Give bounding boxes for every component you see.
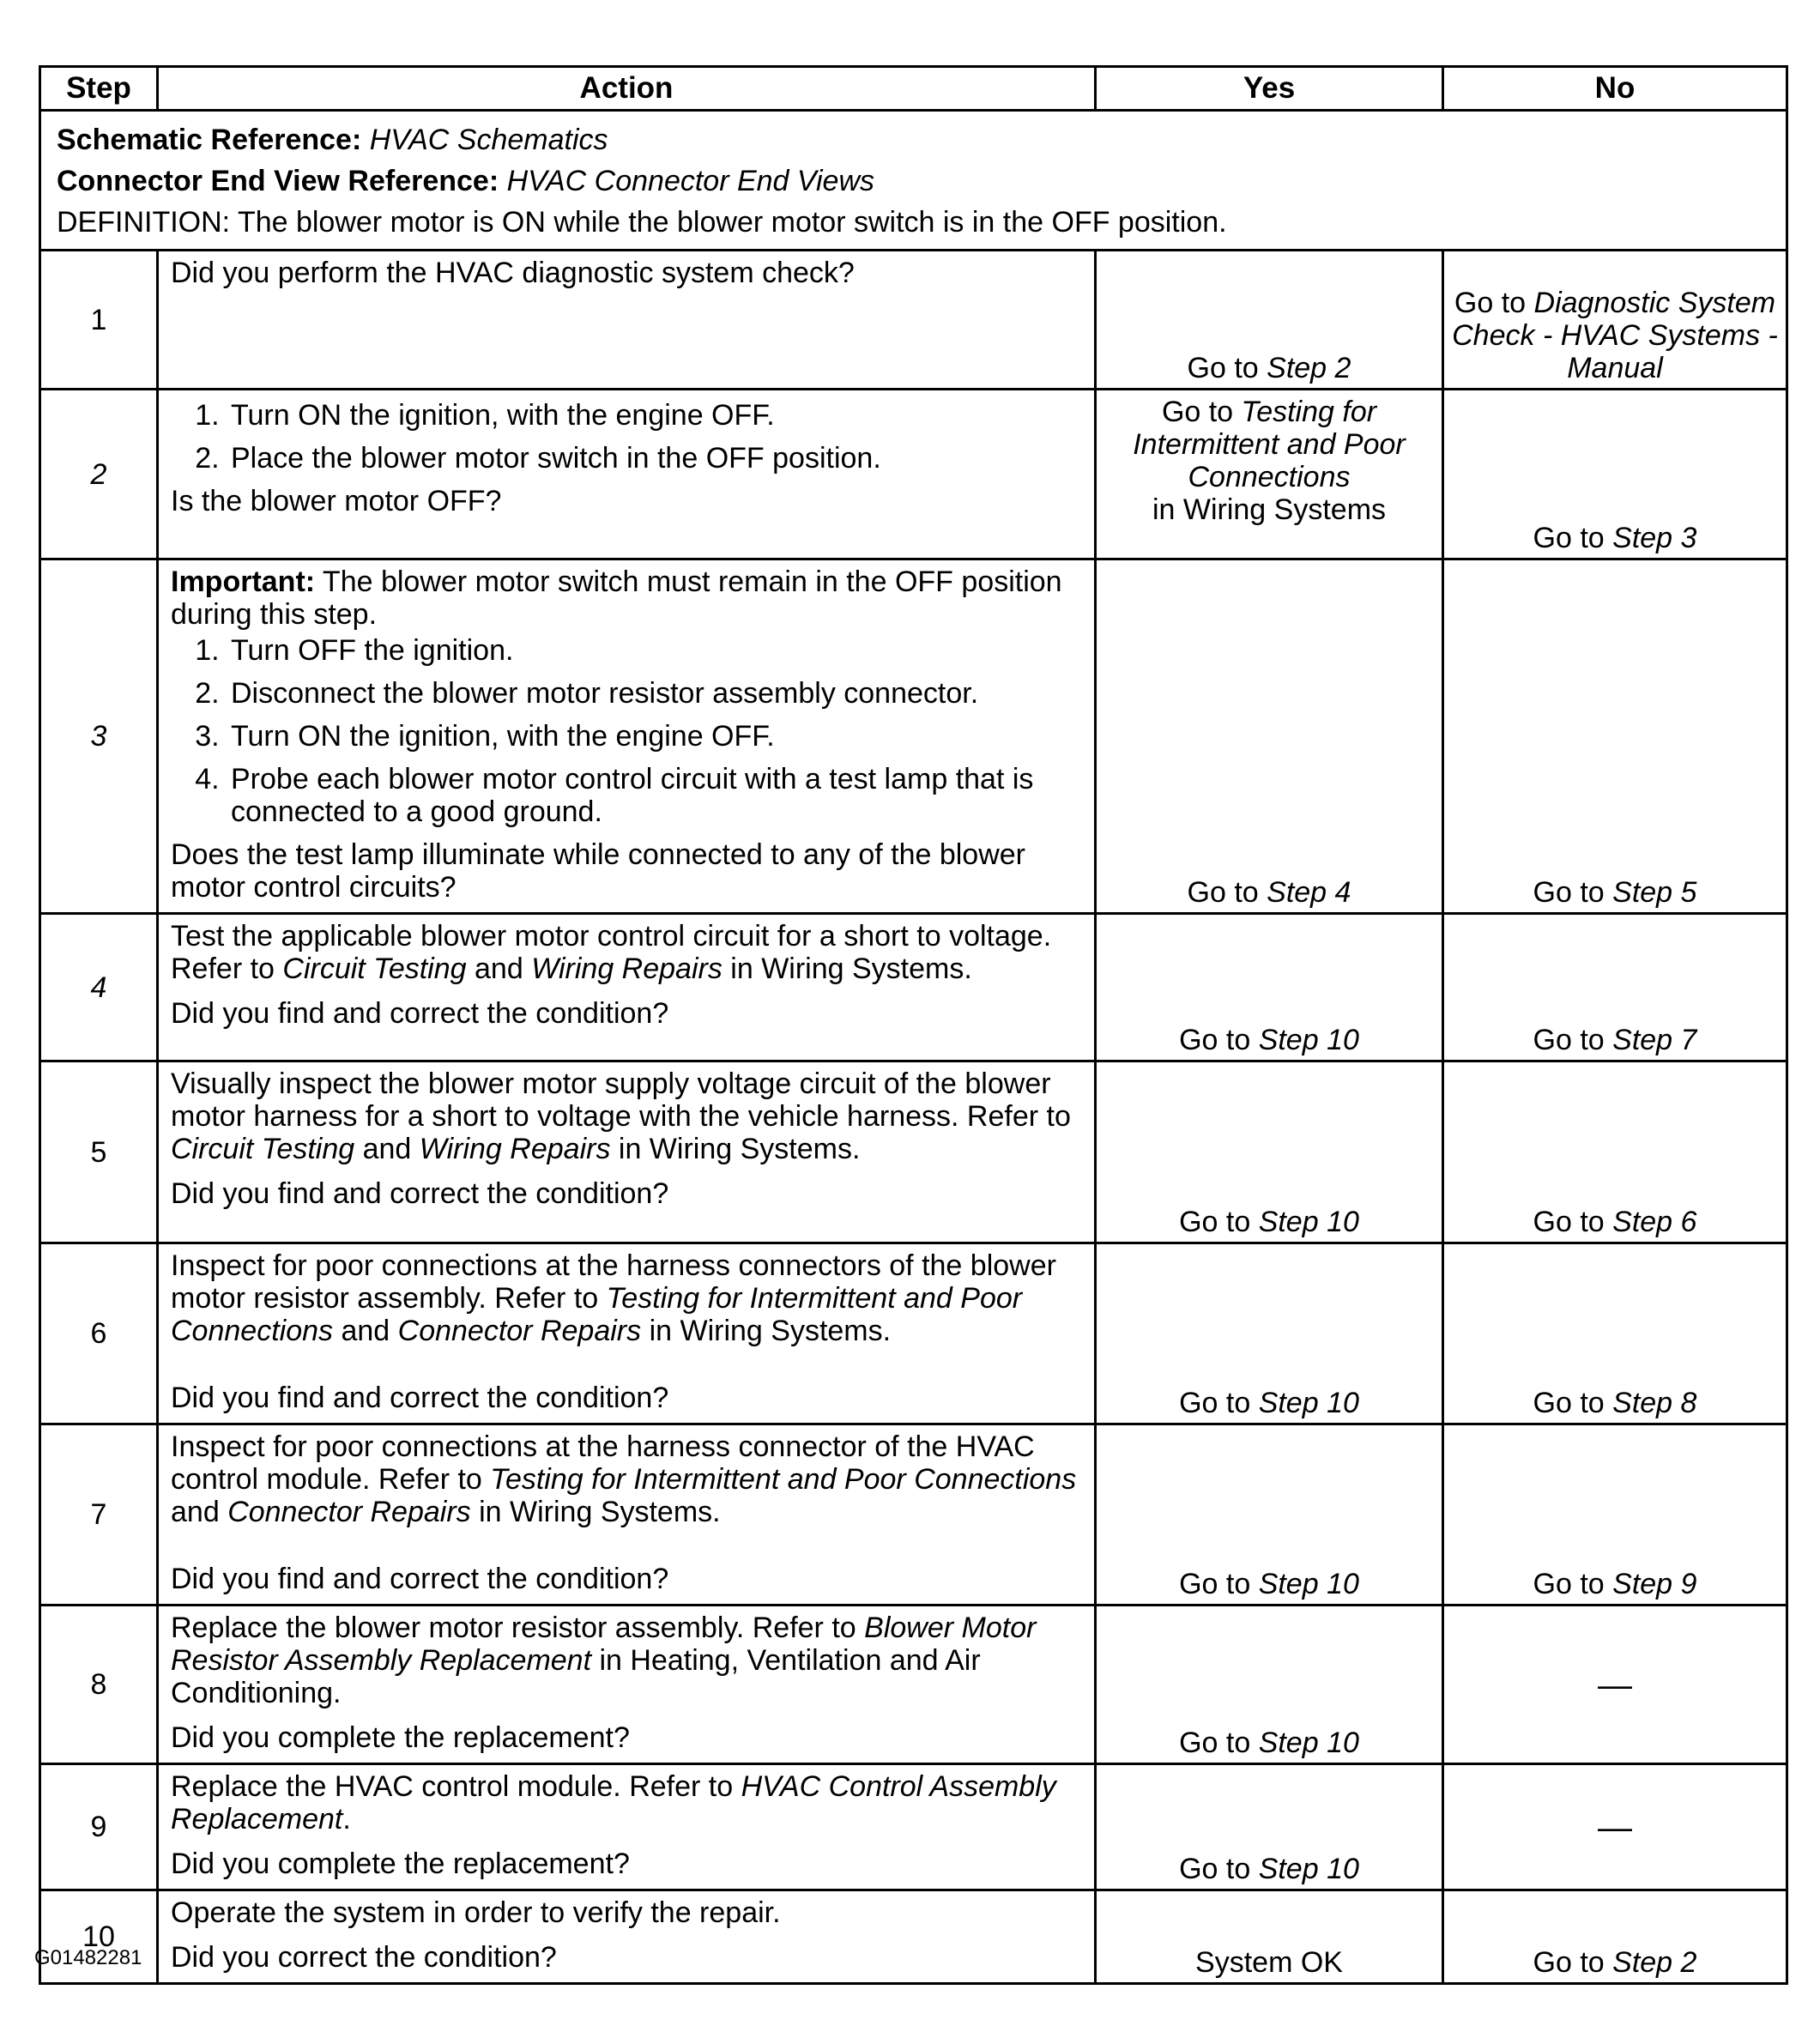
- blower-resistor-replacement-link[interactable]: Blower Motor Resistor Assembly Replacement: [171, 1612, 1037, 1677]
- connector-repairs-link[interactable]: Connector Repairs: [397, 1315, 642, 1347]
- action-cell: [158, 1764, 1096, 1890]
- connector-reference-link[interactable]: HVAC Connector End Views: [506, 165, 874, 197]
- action-text: Inspect for poor connections at the harness connector of the HVAC control module. Refer to Testing for Intermittent and Poor Connections and Connector Repairs in Wiring Systems.: [171, 1430, 1077, 1528]
- no-text: Go to: [1454, 287, 1534, 319]
- no-text: Go to: [1533, 1024, 1613, 1056]
- table-row: [40, 390, 1787, 559]
- step-number: 7: [40, 1424, 158, 1606]
- no-link[interactable]: Step 6: [1612, 1206, 1697, 1238]
- action-cell: [158, 390, 1096, 559]
- diagnostic-table-container: [39, 65, 1786, 1985]
- no-link[interactable]: Step 9: [1612, 1568, 1697, 1600]
- action-cell: [158, 559, 1096, 914]
- no-link[interactable]: Step 5: [1612, 876, 1697, 909]
- header-yes: Yes: [1096, 67, 1443, 111]
- yes-text: Go to: [1179, 1206, 1259, 1238]
- yes-cell: [1096, 1764, 1443, 1890]
- no-cell: [1443, 1890, 1787, 1984]
- important-label: Important:: [171, 565, 316, 598]
- action-cell: [158, 1424, 1096, 1606]
- action-question: Is the blower motor OFF?: [171, 485, 502, 517]
- action-cell: [158, 1061, 1096, 1243]
- step-number: 10: [40, 1890, 158, 1984]
- testing-intermittent-link[interactable]: Testing for Intermittent and Poor Connections: [171, 1282, 1023, 1347]
- no-cell: [1443, 559, 1787, 914]
- table-row: [40, 1764, 1787, 1890]
- connector-label: Connector End View Reference:: [57, 165, 499, 197]
- action-list: [171, 634, 1082, 828]
- step-number: 9: [40, 1764, 158, 1890]
- no-text: Go to: [1533, 876, 1613, 909]
- action-cell: [158, 251, 1096, 390]
- yes-cell: [1096, 251, 1443, 390]
- yes-cell: [1096, 390, 1443, 559]
- action-text: Visually inspect the blower motor supply voltage circuit of the blower motor harness for a short to voltage with the vehicle harness. Refer to Circuit Testing and Wiring Repairs in Wiring Systems.: [171, 1067, 1071, 1165]
- no-link[interactable]: Diagnostic System Check - HVAC Systems - Manual: [1452, 287, 1778, 384]
- yes-cell: [1096, 559, 1443, 914]
- no-text: Go to: [1533, 1387, 1613, 1419]
- wiring-repairs-link[interactable]: Wiring Repairs: [419, 1133, 611, 1165]
- no-cell: [1443, 251, 1787, 390]
- action-question: Did you find and correct the condition?: [171, 1177, 669, 1210]
- action-question: Did you find and correct the condition?: [171, 1563, 669, 1595]
- yes-link[interactable]: Step 10: [1258, 1727, 1359, 1759]
- action-question: Did you find and correct the condition?: [171, 997, 669, 1030]
- no-text: Go to: [1533, 1946, 1613, 1979]
- action-text: Replace the blower motor resistor assembly. Refer to Blower Motor Resistor Assembly Replacement in Heating, Ventilation and Air Conditioning.: [171, 1612, 1037, 1709]
- figure-id: G01482281: [34, 1946, 142, 1969]
- no-link[interactable]: Step 7: [1612, 1024, 1697, 1056]
- step-number: 3: [40, 559, 158, 914]
- table-header-row: [40, 67, 1787, 111]
- yes-cell: [1096, 914, 1443, 1061]
- list-item: 4. Probe each blower motor control circuit with a test lamp that is connected to a good ground.: [227, 763, 1082, 828]
- table-row: [40, 1890, 1787, 1984]
- action-list: [171, 399, 1082, 475]
- no-cell: [1443, 390, 1787, 559]
- action-text: Test the applicable blower motor control circuit for a short to voltage. Refer to Circuit Testing and Wiring Repairs in Wiring Systems.: [171, 920, 1052, 985]
- schematic-label: Schematic Reference:: [57, 124, 362, 156]
- yes-cell: System OK: [1096, 1890, 1443, 1984]
- step-number: 8: [40, 1606, 158, 1764]
- no-link[interactable]: Step 3: [1612, 522, 1697, 554]
- action-cell: [158, 1243, 1096, 1424]
- no-cell: [1443, 1061, 1787, 1243]
- no-text: Go to: [1533, 522, 1613, 554]
- table-row: [40, 1243, 1787, 1424]
- yes-cell: [1096, 1061, 1443, 1243]
- yes-text-suffix: in Wiring Systems: [1152, 493, 1387, 526]
- yes-text: Go to: [1179, 1387, 1259, 1419]
- no-cell: [1443, 1243, 1787, 1424]
- action-question: Did you complete the replacement?: [171, 1721, 630, 1754]
- action-question: Did you perform the HVAC diagnostic system check?: [171, 257, 855, 289]
- reference-row: [40, 111, 1787, 251]
- yes-link[interactable]: Step 10: [1258, 1387, 1359, 1419]
- list-item: 3. Turn ON the ignition, with the engine OFF.: [227, 720, 1082, 753]
- action-text: Replace the HVAC control module. Refer to HVAC Control Assembly Replacement.: [171, 1770, 1056, 1835]
- yes-link[interactable]: Step 10: [1258, 1024, 1359, 1056]
- yes-link[interactable]: Step 4: [1267, 876, 1351, 909]
- no-cell: [1443, 914, 1787, 1061]
- action-cell: [158, 1890, 1096, 1984]
- schematic-reference-link[interactable]: HVAC Schematics: [369, 124, 608, 156]
- action-cell: [158, 914, 1096, 1061]
- yes-text: Go to: [1161, 396, 1242, 428]
- table-row: [40, 914, 1787, 1061]
- step-number: 2: [40, 390, 158, 559]
- step-number: 6: [40, 1243, 158, 1424]
- no-text: Go to: [1533, 1568, 1613, 1600]
- header-step: Step: [40, 67, 158, 111]
- action-question: Did you find and correct the condition?: [171, 1382, 669, 1414]
- no-link[interactable]: Step 8: [1612, 1387, 1697, 1419]
- no-cell: [1443, 1424, 1787, 1606]
- header-no: No: [1443, 67, 1787, 111]
- action-cell: [158, 1606, 1096, 1764]
- table-row: [40, 559, 1787, 914]
- yes-text: Go to: [1179, 1024, 1259, 1056]
- yes-text: Go to: [1179, 1853, 1259, 1885]
- important-text: The blower motor switch must remain in the OFF position during this step.: [171, 565, 1062, 631]
- action-question: Did you complete the replacement?: [171, 1848, 630, 1880]
- yes-cell: [1096, 1243, 1443, 1424]
- yes-text: Go to: [1187, 352, 1267, 384]
- list-item: 1. Turn OFF the ignition.: [227, 634, 1082, 667]
- yes-link[interactable]: Testing for Intermittent and Poor Connections: [1133, 396, 1406, 493]
- list-item: 2. Place the blower motor switch in the OFF position.: [227, 442, 1082, 475]
- yes-link[interactable]: Step 10: [1258, 1568, 1359, 1600]
- table-row: [40, 1424, 1787, 1606]
- step-number: 5: [40, 1061, 158, 1243]
- diagnostic-table: [39, 65, 1788, 1985]
- no-cell-empty: —: [1443, 1606, 1787, 1764]
- yes-text: Go to: [1187, 876, 1267, 909]
- yes-text: Go to: [1179, 1568, 1259, 1600]
- no-text: Go to: [1533, 1206, 1613, 1238]
- yes-text: Go to: [1179, 1727, 1259, 1759]
- table-row: [40, 1606, 1787, 1764]
- connector-repairs-link[interactable]: Connector Repairs: [227, 1496, 471, 1528]
- no-cell-empty: —: [1443, 1764, 1787, 1890]
- list-item: 1. Turn ON the ignition, with the engine OFF.: [227, 399, 1082, 432]
- action-text: Inspect for poor connections at the harness connectors of the blower motor resistor assembly. Refer to Testing for Intermittent and Poor Connections and Connector Repairs in Wiring Systems.: [171, 1249, 1056, 1347]
- hvac-control-replacement-link[interactable]: HVAC Control Assembly Replacement: [171, 1770, 1056, 1835]
- step-number: 1: [40, 251, 158, 390]
- list-item: 2. Disconnect the blower motor resistor assembly connector.: [227, 677, 1082, 710]
- definition-text: DEFINITION: The blower motor is ON while the blower motor switch is in the OFF position.: [57, 206, 1227, 239]
- yes-link[interactable]: Step 10: [1258, 1853, 1359, 1885]
- action-text: Operate the system in order to verify the repair.: [171, 1896, 781, 1929]
- table-row: [40, 1061, 1787, 1243]
- yes-cell: [1096, 1424, 1443, 1606]
- circuit-testing-link[interactable]: Circuit Testing: [282, 952, 467, 985]
- action-question: Did you correct the condition?: [171, 1941, 557, 1974]
- circuit-testing-link[interactable]: Circuit Testing: [171, 1133, 355, 1165]
- wiring-repairs-link[interactable]: Wiring Repairs: [531, 952, 723, 985]
- yes-link[interactable]: Step 2: [1267, 352, 1351, 384]
- table-row: [40, 251, 1787, 390]
- action-question: Does the test lamp illuminate while connected to any of the blower motor control circuits?: [171, 838, 1025, 904]
- step-number: 4: [40, 914, 158, 1061]
- yes-cell: [1096, 1606, 1443, 1764]
- yes-link[interactable]: Step 10: [1258, 1206, 1359, 1238]
- testing-intermittent-link[interactable]: Testing for Intermittent and Poor Connections: [490, 1463, 1077, 1496]
- header-action: Action: [158, 67, 1096, 111]
- no-link[interactable]: Step 2: [1612, 1946, 1697, 1979]
